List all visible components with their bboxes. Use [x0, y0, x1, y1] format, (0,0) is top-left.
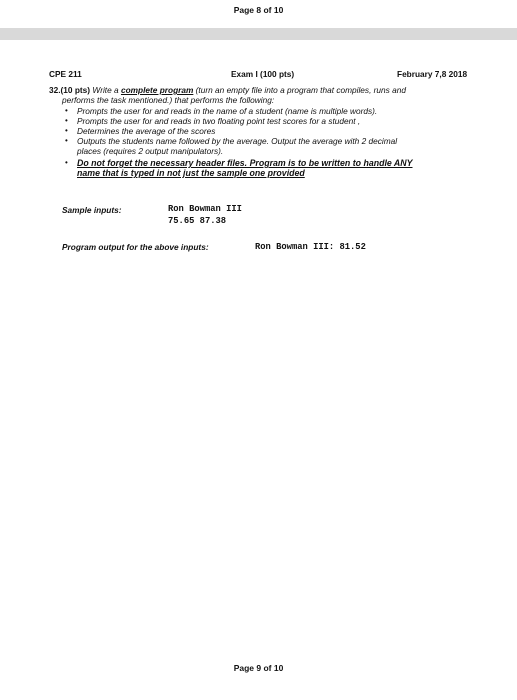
exam-title: Exam I (100 pts)	[231, 69, 295, 79]
intro-text-c: (turn an empty file into a program that compiles, runs and	[195, 85, 406, 95]
intro-text-a: Write a	[92, 85, 119, 95]
sample-inputs-label: Sample inputs:	[62, 205, 122, 215]
question-number: 32.	[49, 85, 61, 95]
intro-emphasis: complete program	[120, 85, 194, 95]
exam-date: February 7,8 2018	[397, 69, 468, 79]
previous-page-footer: Page 8 of 10	[233, 5, 284, 15]
bullet-item-emphasis: Do not forget the necessary header files. Program is to be written to handle ANY	[77, 158, 413, 168]
output-value: Ron Bowman III: 81.52	[255, 242, 366, 252]
question-points: (10 pts)	[60, 85, 91, 95]
bullet-item-emphasis-continued: name that is typed in not just the sample one provided	[77, 168, 305, 178]
bullet-dot: •	[65, 136, 68, 145]
question-intro	[49, 85, 406, 95]
previous-page-bottom	[0, 0, 517, 28]
bullet-item: Outputs the students name followed by the average. Output the average with 2 decimal	[77, 136, 398, 146]
page-footer: Page 9 of 10	[233, 663, 284, 673]
output-label: Program output for the above inputs:	[62, 242, 209, 252]
bullet-dot: •	[65, 116, 68, 125]
sample-input-line-1: Ron Bowman III	[168, 204, 242, 214]
sample-input-line-2: 75.65 87.38	[168, 216, 227, 226]
bullet-item: Prompts the user for and reads in the name of a student (name is multiple words).	[77, 106, 378, 116]
intro-line-2: performs the task mentioned.) that performs the following:	[62, 95, 275, 105]
exam-page	[0, 40, 517, 700]
course-code: CPE 211	[49, 69, 82, 79]
bullet-dot: •	[65, 106, 68, 115]
bullet-item: Prompts the user for and reads in two floating point test scores for a student ,	[77, 116, 361, 126]
bullet-dot: •	[65, 126, 68, 135]
bullet-item: Determines the average of the scores	[77, 126, 216, 136]
bullet-item-continued: places (requires 2 output manipulators).	[77, 146, 224, 156]
bullet-dot: •	[65, 158, 68, 167]
